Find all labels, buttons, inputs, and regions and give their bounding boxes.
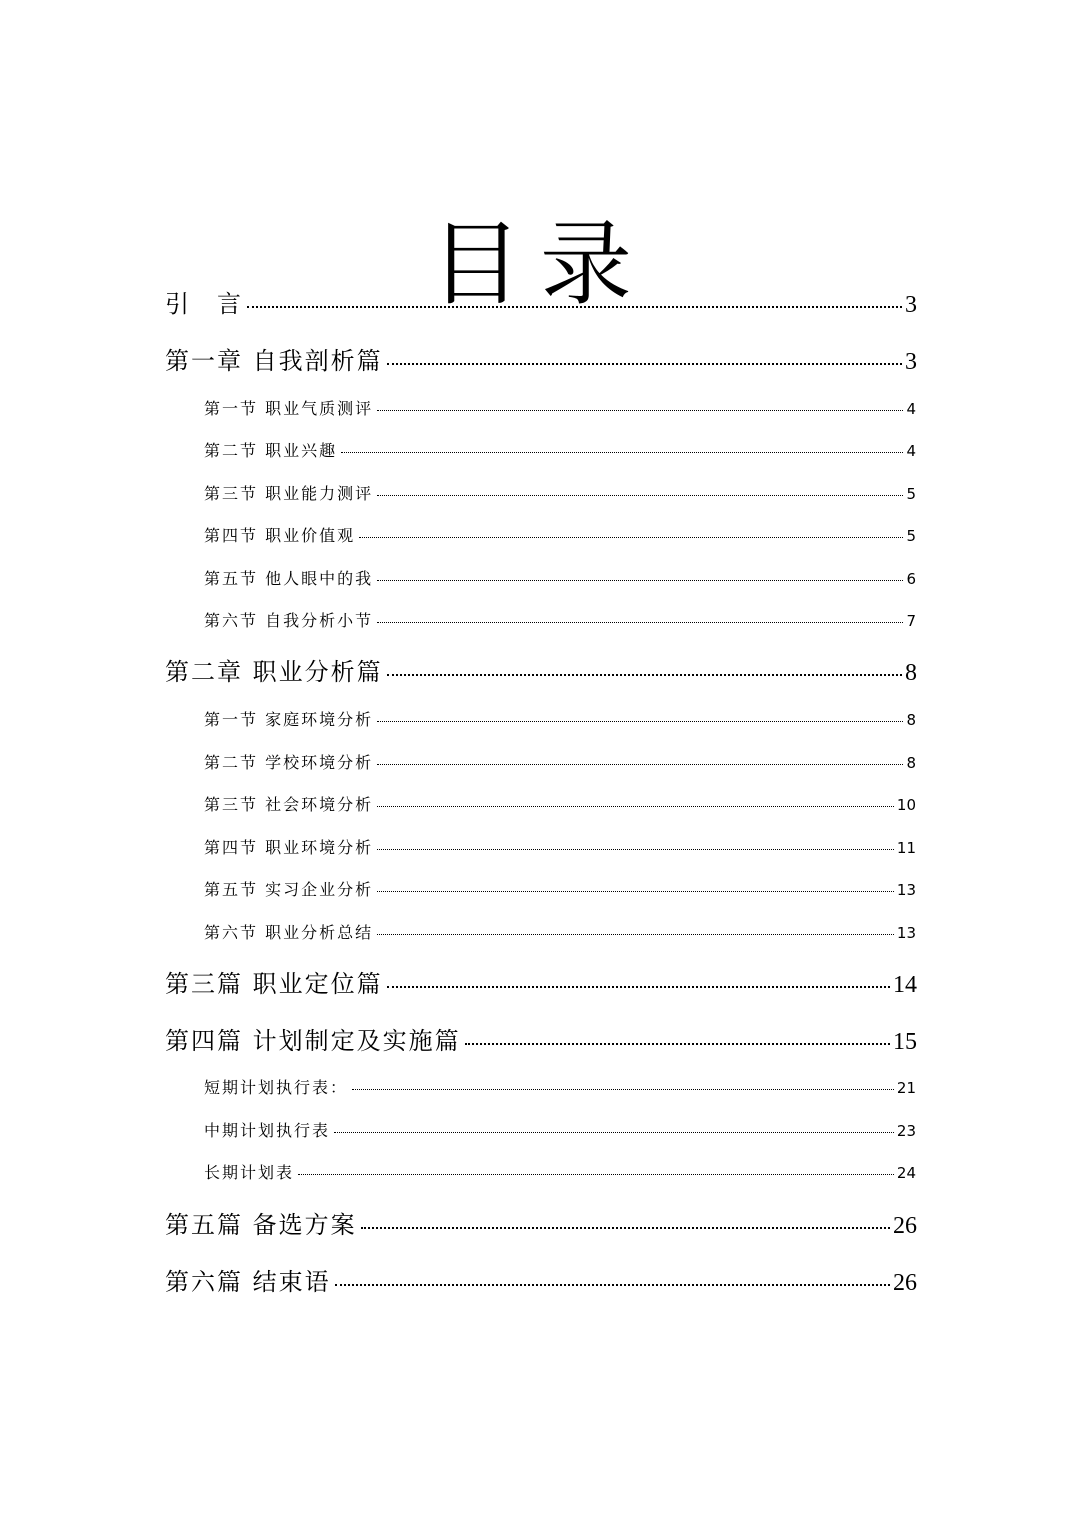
dot-leader xyxy=(335,1266,890,1290)
toc-entry-ch2-section-6[interactable] xyxy=(204,920,916,943)
page-title: 目录 xyxy=(429,210,650,318)
dot-leader xyxy=(377,752,903,768)
toc-entry-part-6[interactable] xyxy=(165,1262,917,1297)
dot-leader xyxy=(387,656,902,680)
toc-page-number: 26 xyxy=(893,1213,917,1239)
toc-entry-label: 第六篇 结束语 xyxy=(165,1268,331,1296)
toc-entry-label: 第五篇 备选方案 xyxy=(165,1211,357,1239)
toc-entry-ch2-section-5[interactable] xyxy=(204,877,916,900)
toc-page-number: 15 xyxy=(893,1029,917,1055)
toc-entry-part-3[interactable] xyxy=(165,964,917,999)
toc-page-number: 23 xyxy=(896,1122,916,1140)
toc-page-number: 11 xyxy=(896,839,916,857)
toc-entry-chapter-2[interactable] xyxy=(165,652,917,687)
toc-entry-label: 第一节 职业气质测评 xyxy=(204,399,374,418)
toc-page-number: 8 xyxy=(906,711,916,729)
dot-leader xyxy=(377,837,894,853)
toc-page-number: 13 xyxy=(896,881,916,899)
toc-page-number: 3 xyxy=(905,349,917,375)
dot-leader xyxy=(377,568,903,584)
toc-entry-label: 短期计划执行表： xyxy=(204,1078,349,1097)
toc-page-number: 8 xyxy=(906,754,916,772)
toc-page-number: 7 xyxy=(906,612,916,630)
toc-page-number: 8 xyxy=(905,660,917,686)
toc-entry-ch2-section-4[interactable] xyxy=(204,835,916,858)
dot-leader xyxy=(465,1025,890,1049)
toc-entry-label: 第六节 自我分析小节 xyxy=(204,611,374,630)
toc-page-number: 3 xyxy=(905,292,917,318)
toc-page-number: 13 xyxy=(896,924,916,942)
toc-entry-label: 第六节 职业分析总结 xyxy=(204,923,374,942)
dot-leader xyxy=(298,1162,894,1178)
dot-leader xyxy=(352,1077,894,1093)
toc-entry-part-5[interactable] xyxy=(165,1205,917,1240)
toc-page-number: 4 xyxy=(906,400,916,418)
toc-page-number: 5 xyxy=(906,485,916,503)
toc-entry-label: 第四节 职业价值观 xyxy=(204,526,356,545)
toc-page-number: 6 xyxy=(906,570,916,588)
toc-page-number: 5 xyxy=(906,527,916,545)
toc-page-number: 24 xyxy=(896,1164,916,1182)
dot-leader xyxy=(377,483,903,499)
dot-leader xyxy=(377,709,903,725)
toc-entry-ch1-section-2[interactable] xyxy=(204,438,916,461)
toc-entry-label: 第二节 职业兴趣 xyxy=(204,441,338,460)
toc-entry-label: 第二节 学校环境分析 xyxy=(204,753,374,772)
toc-entry-label: 第三节 社会环境分析 xyxy=(204,795,374,814)
toc-page-number: 21 xyxy=(896,1079,916,1097)
toc-entry-label: 长期计划表 xyxy=(204,1163,295,1182)
toc-entry-part-4[interactable] xyxy=(165,1021,917,1056)
toc-entry-label: 第一节 家庭环境分析 xyxy=(204,710,374,729)
toc-entry-chapter-1[interactable] xyxy=(165,341,917,376)
toc-page-number: 14 xyxy=(893,972,917,998)
toc-entry-ch2-section-1[interactable] xyxy=(204,707,916,730)
toc-page-number: 4 xyxy=(906,442,916,460)
toc-entry-label: 第三篇 职业定位篇 xyxy=(165,970,383,998)
dot-leader xyxy=(387,345,902,369)
toc-entry-mid-term-plan[interactable] xyxy=(204,1118,916,1141)
dot-leader xyxy=(387,968,890,992)
toc-page-number: 10 xyxy=(896,796,916,814)
dot-leader xyxy=(341,440,903,456)
toc-entry-label: 第三节 职业能力测评 xyxy=(204,484,374,503)
toc-entry-label: 第五节 他人眼中的我 xyxy=(204,569,374,588)
toc-entry-ch1-section-5[interactable] xyxy=(204,566,916,589)
toc-entry-label: 第四节 职业环境分析 xyxy=(204,838,374,857)
toc-entry-ch1-section-1[interactable] xyxy=(204,396,916,419)
dot-leader xyxy=(377,794,894,810)
dot-leader xyxy=(377,398,903,414)
toc-entry-ch1-section-3[interactable] xyxy=(204,481,916,504)
dot-leader xyxy=(247,288,902,312)
dot-leader xyxy=(377,879,894,895)
toc-entry-ch1-section-4[interactable] xyxy=(204,523,916,546)
toc-page-number: 26 xyxy=(893,1270,917,1296)
dot-leader xyxy=(334,1120,894,1136)
dot-leader xyxy=(359,525,903,541)
dot-leader xyxy=(377,922,894,938)
dot-leader xyxy=(361,1209,890,1233)
toc-entry-label: 第二章 职业分析篇 xyxy=(165,658,383,686)
toc-entry-long-term-plan[interactable] xyxy=(204,1160,916,1183)
toc-entry-label: 第五节 实习企业分析 xyxy=(204,880,374,899)
toc-entry-label: 第一章 自我剖析篇 xyxy=(165,347,383,375)
toc-entry-label: 第四篇 计划制定及实施篇 xyxy=(165,1027,461,1055)
toc-entry-short-term-plan[interactable] xyxy=(204,1075,916,1098)
toc-entry-label: 中期计划执行表 xyxy=(204,1121,331,1140)
toc-entry-ch1-section-6[interactable] xyxy=(204,608,916,631)
toc-entry-ch2-section-3[interactable] xyxy=(204,792,916,815)
toc-entry-ch2-section-2[interactable] xyxy=(204,750,916,773)
toc-entry-introduction[interactable] xyxy=(165,284,917,319)
dot-leader xyxy=(377,610,903,626)
toc-entry-label: 引 言 xyxy=(165,290,243,318)
